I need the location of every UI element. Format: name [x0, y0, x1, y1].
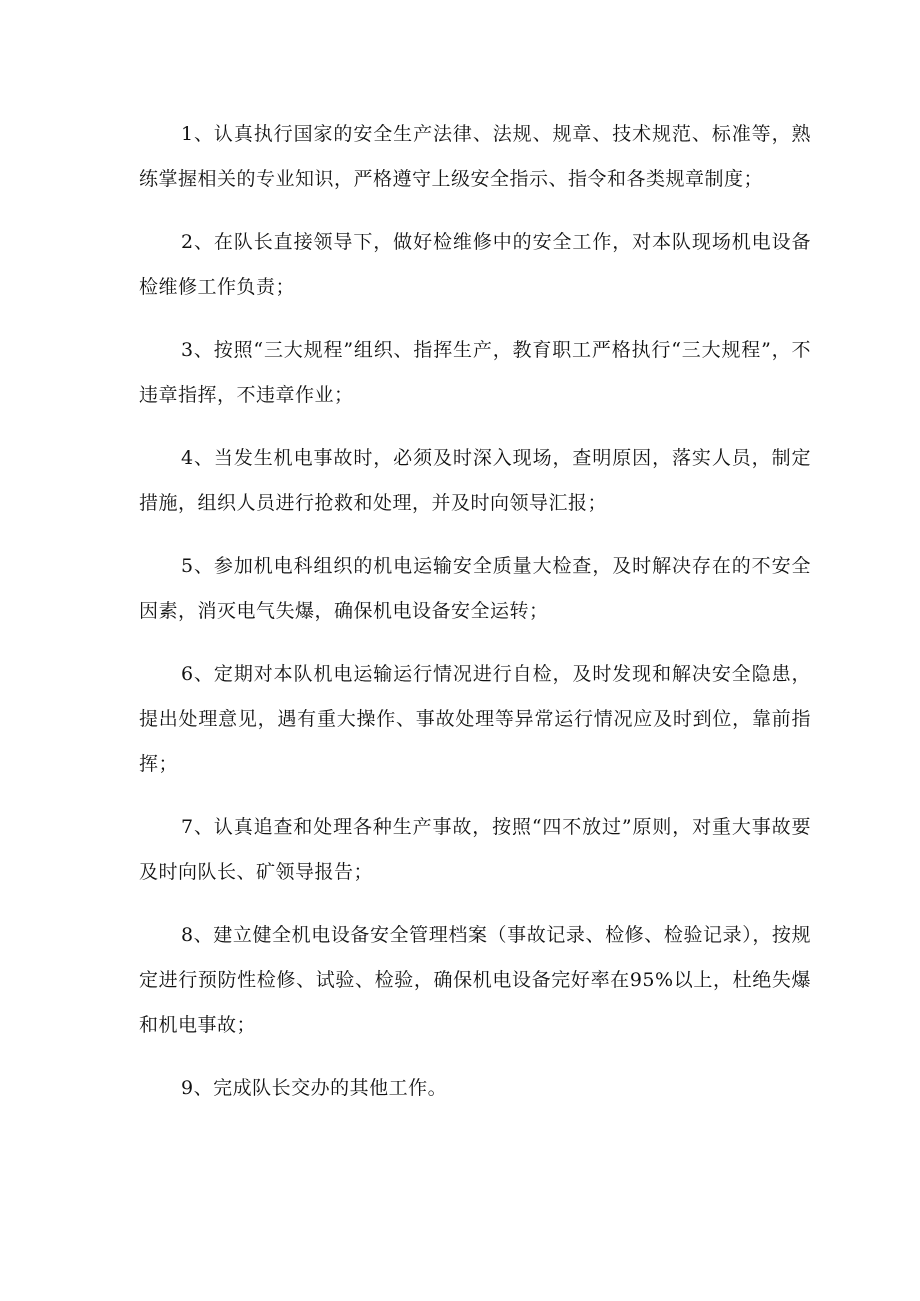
- paragraph-8: 8、建立健全机电设备安全管理档案（事故记录、检修、检验记录），按规定进行预防性检修、试验、检验，确保机电设备完好率在95%以上，杜绝失爆和机电事故；: [139, 924, 811, 1036]
- paragraph-3: 3、按照“三大规程”组织、指挥生产，教育职工严格执行“三大规程”，不违章指挥，不违章作业；: [139, 339, 811, 406]
- paragraph-7: 7、认真追查和处理各种生产事故，按照“四不放过”原则，对重大事故要及时向队长、矿领导报告；: [139, 816, 811, 883]
- paragraph-6: 6、定期对本队机电运输运行情况进行自检，及时发现和解决安全隐患，提出处理意见，遇有重大操作、事故处理等异常运行情况应及时到位，靠前指挥；: [139, 663, 811, 775]
- paragraph-5: 5、参加机电科组织的机电运输安全质量大检查，及时解决存在的不安全因素，消灭电气失爆，确保机电设备安全运转；: [139, 555, 811, 622]
- document-body: [139, 112, 811, 1129]
- paragraph-9: 9、完成队长交办的其他工作。: [181, 1077, 448, 1099]
- paragraph-1: 1、认真执行国家的安全生产法律、法规、规章、技术规范、标准等，熟练掌握相关的专业知识，严格遵守上级安全指示、指令和各类规章制度；: [139, 123, 811, 190]
- paragraph-2: 2、在队长直接领导下，做好检维修中的安全工作，对本队现场机电设备检维修工作负责；: [139, 231, 811, 298]
- paragraph-4: 4、当发生机电事故时，必须及时深入现场，查明原因，落实人员，制定措施，组织人员进行抢救和处理，并及时向领导汇报；: [139, 447, 811, 514]
